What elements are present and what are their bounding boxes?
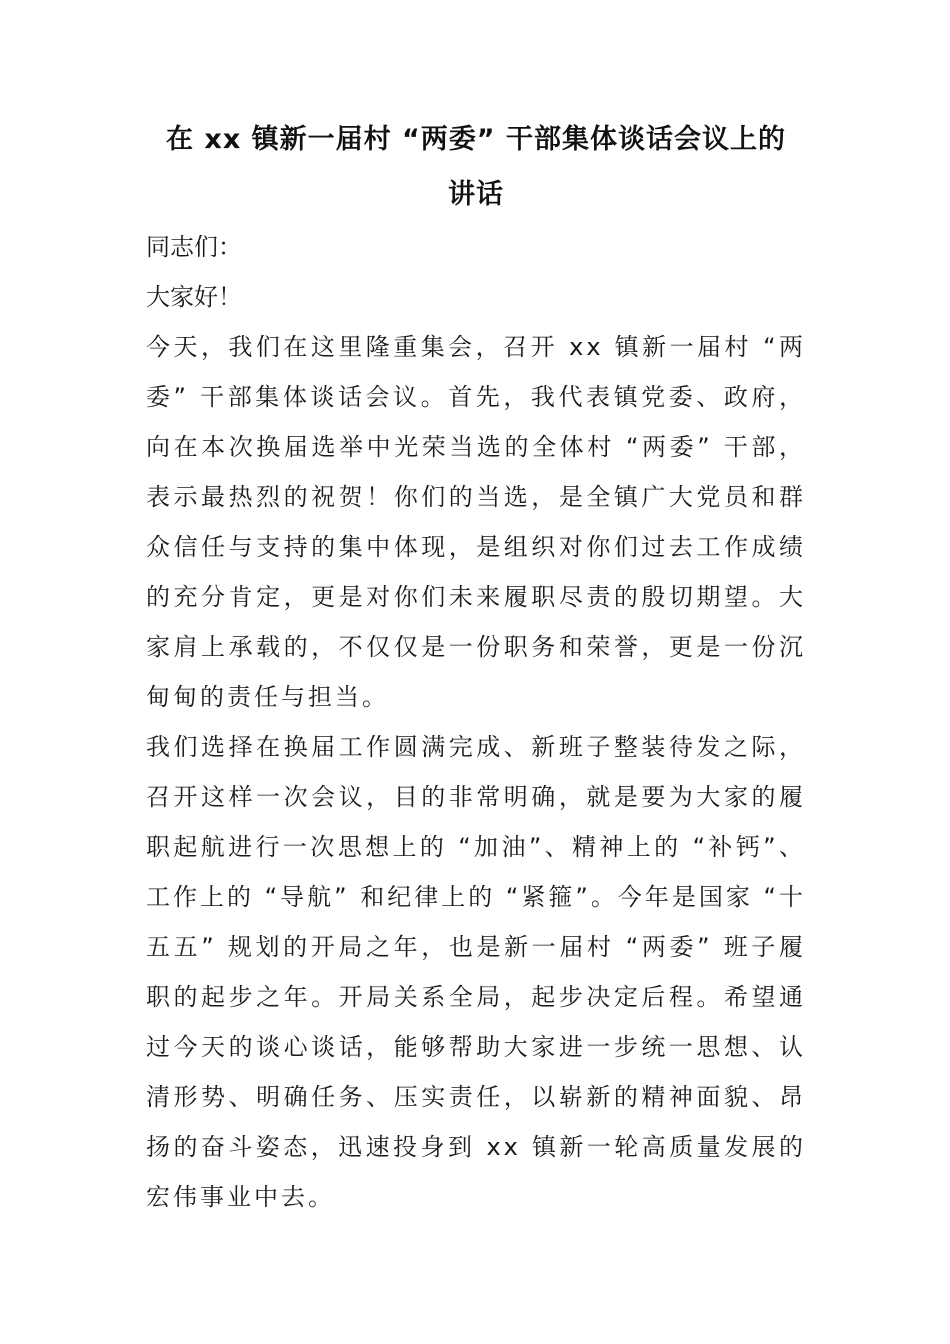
paragraph-1: 今天，我们在这里隆重集会，召开 xx 镇新一届村 “两委” 干部集体谈话会议。首先，我代表镇党委、政府，向在本次换届选举中光荣当选的全体村 “两委” 干部，表示最热烈的祝贺！你们的当选，是全镇广大党员和群众信任与支持的集中体现，是组织对你们过去工作成绩的充分肯定，更是对你们未来履职尽责的殷切期望。大家肩上承载的，不仅仅是一份职务和荣誉，更是一份沉甸甸的责任与担当。	[146, 333, 806, 711]
document-title	[146, 112, 806, 222]
greeting-line: 大家好！	[146, 283, 242, 311]
paragraph-2: 我们选择在换届工作圆满完成、新班子整装待发之际，召开这样一次会议，目的非常明确，就是要为大家的履职起航进行一次思想上的 “加油”、精神上的 “补钙”、工作上的 “导航” 和纪律上的 “紧箍”。今年是国家 “十五五” 规划的开局之年，也是新一届村 “两委” 班子履职的起步之年。开局关系全局，起步决定后程。希望通过今天的谈心谈话，能够帮助大家进一步统一思想、认清形势、明确任务、压实责任，以崭新的精神面貌、昂扬的奋斗姿态，迅速投身到 xx 镇新一轮高质量发展的宏伟事业中去。	[146, 733, 806, 1211]
document-content	[146, 112, 806, 1222]
body-paragraphs	[146, 322, 806, 1222]
salutation: 同志们：	[146, 233, 242, 261]
greeting-block	[146, 222, 806, 322]
title-line-2: 讲话	[448, 179, 504, 210]
title-line-1: 在 xx 镇新一届村 “两委” 干部集体谈话会议上的	[166, 124, 786, 155]
